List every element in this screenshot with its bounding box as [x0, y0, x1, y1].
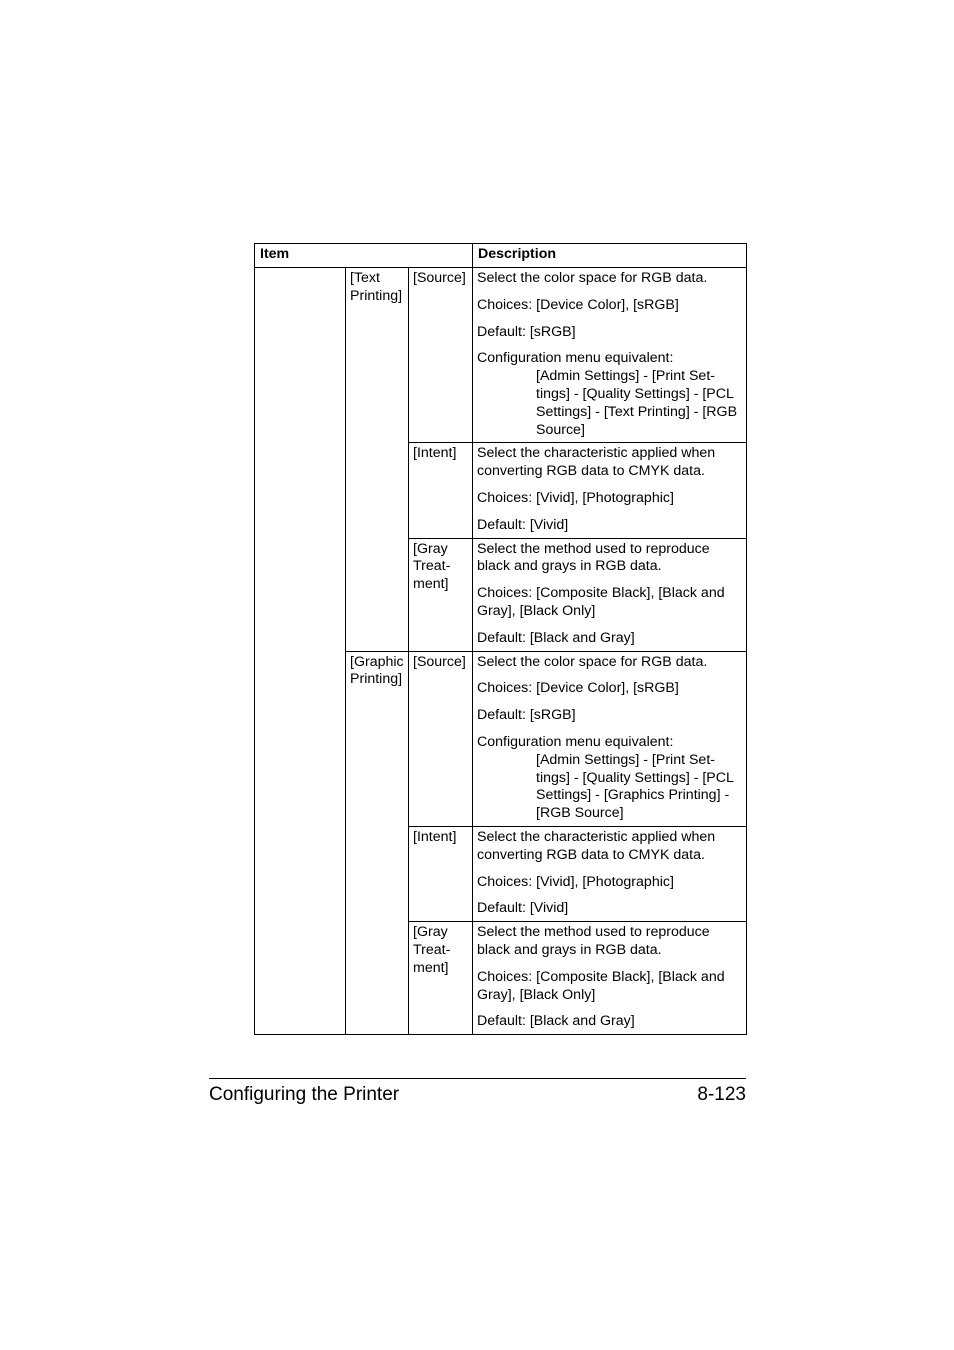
description-text: Choices: [Vivid], [Photographic] [477, 489, 674, 506]
description-text: Configuration menu equivalent: [477, 350, 674, 367]
item-column-header: Item [255, 244, 473, 268]
description-text: Choices: [Composite Black], [Black and Gray], [Black Only] [477, 968, 725, 1003]
description-text: Select the characteristic applied when converting RGB data to CMYK data. [477, 445, 716, 480]
description-cell [473, 922, 747, 1035]
description-cell [473, 651, 747, 826]
description-cell [473, 826, 747, 921]
page-number: 8-123 [697, 1084, 746, 1105]
description-text: Choices: [Device Color], [sRGB] [477, 680, 679, 697]
settings-table [254, 243, 747, 1035]
setting-label: [Intent] [409, 443, 473, 538]
description-text: Default: [sRGB] [477, 707, 576, 724]
description-text: Configuration menu equivalent: [477, 733, 674, 750]
footer-title: Configuring the Printer [209, 1084, 400, 1105]
item-blank-cell [255, 268, 346, 1035]
menu-path: [Admin Settings] - [Print Set- tings] - [Quality Settings] - [PCL Settings] - [Text Printing] - [RGB Source] [536, 368, 738, 438]
table-row [255, 268, 747, 443]
description-text: Default: [sRGB] [477, 323, 576, 340]
group-label: [Text Printing] [346, 268, 409, 652]
description-text: Select the color space for RGB data. [477, 653, 708, 670]
description-column-header: Description [473, 244, 747, 268]
description-text: Choices: [Vivid], [Photographic] [477, 873, 674, 890]
description-text: Select the method used to reproduce black and grays in RGB data. [477, 924, 710, 958]
setting-label: [Source] [409, 268, 473, 443]
description-text: Default: [Vivid] [477, 516, 569, 533]
description-text: Default: [Black and Gray] [477, 629, 635, 646]
setting-label: [Intent] [409, 826, 473, 921]
setting-label: [Source] [409, 651, 473, 826]
description-cell [473, 538, 747, 651]
description-text: Choices: [Device Color], [sRGB] [477, 296, 679, 313]
description-cell [473, 443, 747, 538]
table-body [255, 268, 747, 1035]
description-text: Select the method used to reproduce black and grays in RGB data. [477, 540, 710, 575]
description-text: Select the characteristic applied when converting RGB data to CMYK data. [477, 828, 716, 863]
description-text: Default: [Vivid] [477, 900, 569, 917]
description-cell [473, 268, 747, 443]
setting-label: [Gray Treat- ment] [409, 922, 473, 1035]
setting-label: [Gray Treat- ment] [409, 538, 473, 651]
group-label: [Graphic Printing] [346, 651, 409, 1035]
menu-path: [Admin Settings] - [Print Set- tings] - [Quality Settings] - [PCL Settings] - [Graphics Printing] - [RGB Source] [536, 751, 734, 822]
description-text: Choices: [Composite Black], [Black and Gray], [Black Only] [477, 585, 725, 619]
description-text: Default: [Black and Gray] [477, 1013, 635, 1030]
footer-rule [209, 1078, 746, 1079]
description-text: Select the color space for RGB data. [477, 270, 708, 286]
table-header-row [255, 244, 747, 268]
